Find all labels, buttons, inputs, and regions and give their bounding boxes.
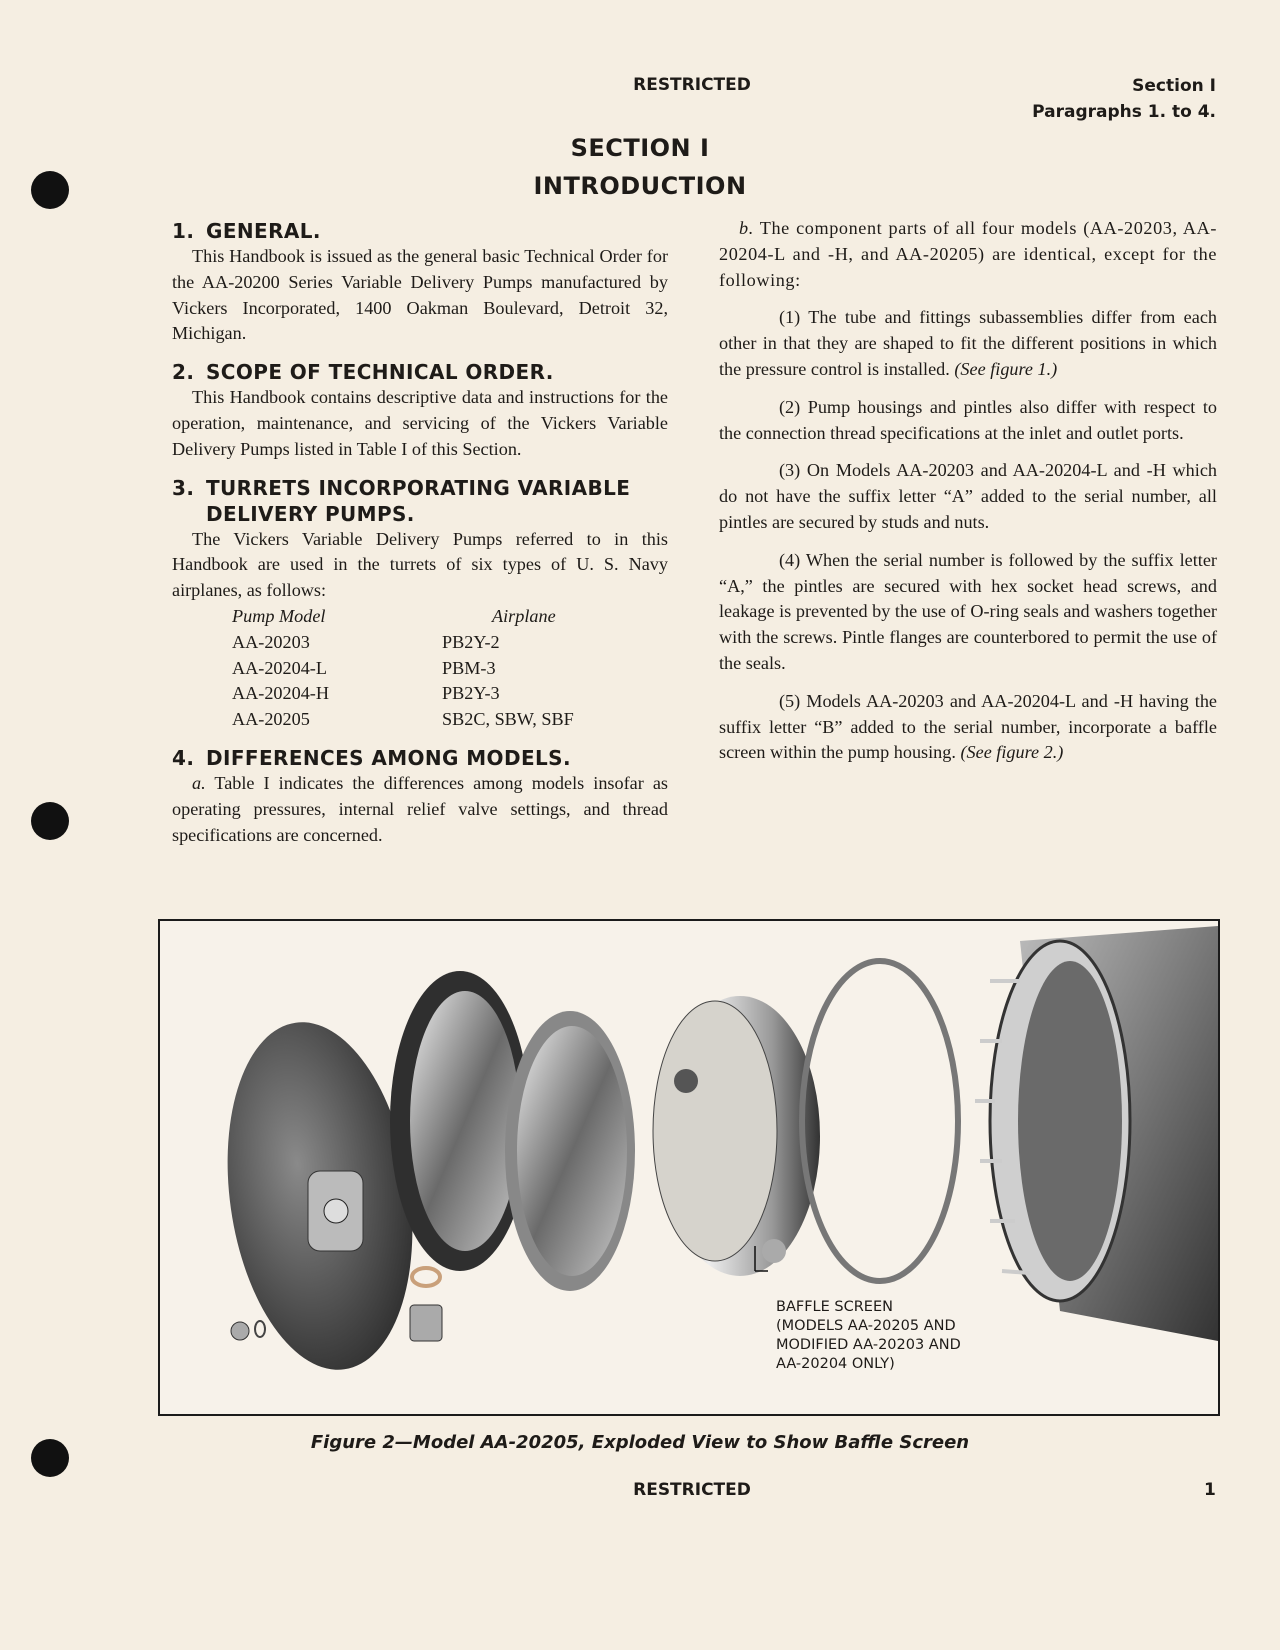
paragraphs-label: Paragraphs 1. to 4.	[1032, 102, 1216, 122]
table-cell-model: AA-20204-L	[232, 657, 327, 678]
paragraph-scope: This Handbook contains descriptive data and instructions for the operation, maintenance, and servicing of the Vickers Variable Delivery Pumps listed in Table I of this Section.	[172, 387, 668, 459]
paragraph-turrets: The Vickers Variable Delivery Pumps referred to in this Handbook are used in the turrets of six types of U. S. Navy airplanes, as follows:	[172, 528, 668, 601]
pump-airplane-table	[232, 604, 668, 733]
section-title: SECTION I	[570, 134, 710, 162]
paragraph-general: This Handbook is issued as the general basic Technical Order for the AA-20200 Series Variable Delivery Pumps manufactured by Vickers Incorporated, 1400 Oakman Boulevard, Detroit 32, Michigan.	[172, 246, 668, 344]
drain-plug	[410, 1268, 442, 1341]
table-cell-model: AA-20204-H	[232, 683, 329, 704]
table-cell-airplane: PBM-3	[442, 657, 496, 678]
classification-footer: RESTRICTED	[633, 1480, 751, 1500]
heading-general: 1. GENERAL.	[172, 219, 321, 243]
section-label: Section I	[1132, 76, 1216, 96]
paragraph-differences-b: b. The component parts of all four models (AA-20203, AA-20204-L and -H, and AA-20205) are identical, except for the following:	[719, 218, 1217, 290]
list-item: (5) Models AA-20203 and AA-20204-L and -H having the suffix letter “B” added to the serial number, incorporate a baffle screen within the pump housing. (See figure 2.)	[719, 690, 1217, 763]
table-cell-model: AA-20205	[232, 709, 310, 730]
table-cell-airplane: PB2Y-2	[442, 631, 500, 652]
classification-header: RESTRICTED	[633, 75, 751, 95]
baffle-screen	[653, 996, 820, 1276]
paragraph-differences-a: a. Table I indicates the differences among models insofar as operating pressures, internal relief valve settings, and thread specifications are concerned.	[172, 772, 668, 845]
cup-2	[505, 1011, 635, 1291]
list-item: (4) When the serial number is followed by the suffix letter “A,” the pintles are secured with hex socket head screws, and leakage is prevented by the use of O-ring seals and washers together with the screws. Pintle flanges are counterbored to permit the use of the seals.	[719, 549, 1217, 673]
list-item: (2) Pump housings and pintles also differ with respect to the connection thread specifications at the inlet and outlet ports.	[719, 396, 1217, 443]
small-nut	[231, 1321, 265, 1340]
list-item: (1) The tube and fittings subassemblies differ from each other in that they are shaped to fit the different positions in which the pressure control is installed. (See figure 1.)	[719, 307, 1217, 379]
figure-caption: Figure 2—Model AA-20205, Exploded View to Show Baffle Screen	[310, 1432, 970, 1453]
page-number: 1	[1204, 1480, 1216, 1500]
pump-exploded-illustration	[160, 921, 1218, 1414]
table-header-model: Pump Model	[232, 605, 326, 626]
baffle-screen-label: BAFFLE SCREEN (MODELS AA-20205 AND MODIFIED AA-20203 AND AA-20204 ONLY)	[776, 1299, 961, 1372]
heading-scope: 2. SCOPE OF TECHNICAL ORDER.	[172, 360, 554, 385]
table-cell-model: AA-20203	[232, 631, 310, 652]
right-column	[719, 216, 1217, 766]
binder-hole	[31, 802, 69, 840]
heading-differences: 4. DIFFERENCES AMONG MODELS.	[172, 745, 571, 770]
list-item: (3) On Models AA-20203 and AA-20204-L and -H which do not have the suffix letter “A” added to the serial number, all pintles are secured by studs and nuts.	[719, 460, 1217, 532]
heading-turrets: 3. TURRETS INCORPORATING VARIABLE DELIVERY PUMPS.	[172, 475, 631, 526]
section-subtitle: INTRODUCTION	[533, 172, 747, 200]
left-column	[172, 218, 668, 848]
pump-housing	[975, 926, 1218, 1341]
table-header-airplane: Airplane	[492, 605, 556, 626]
table-cell-airplane: SB2C, SBW, SBF	[442, 709, 574, 730]
gasket	[802, 961, 958, 1281]
table-cell-airplane: PB2Y-3	[442, 683, 500, 704]
figure-exploded-view	[158, 919, 1220, 1416]
